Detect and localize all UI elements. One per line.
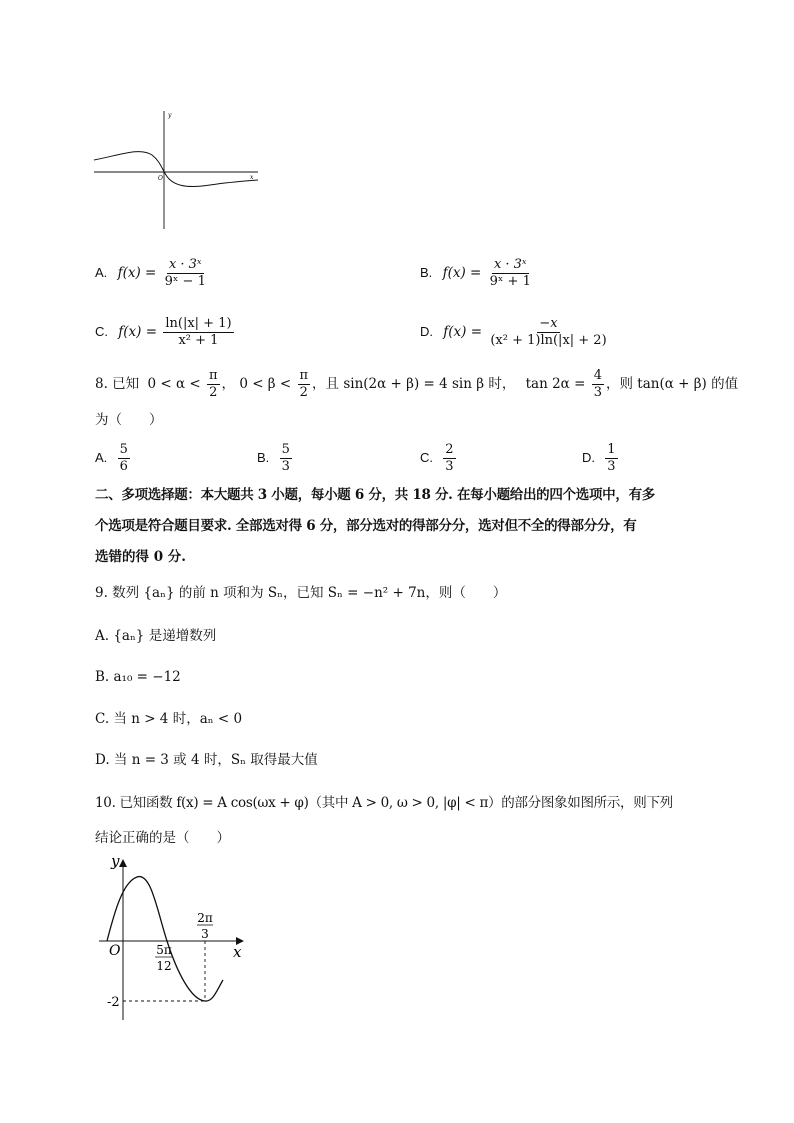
q9-option-c[interactable]: C. 当 n > 4 时，aₙ < 0 <box>95 711 243 727</box>
q10-function-graph <box>95 850 255 1025</box>
q10-tick-2pi-3-den: 3 <box>201 927 209 941</box>
q9-option-d[interactable]: D. 当 n = 3 或 4 时，Sₙ 取得最大值 <box>95 752 318 768</box>
fraction-denominator: 3 <box>607 459 616 474</box>
option-letter: A. <box>95 450 108 465</box>
option-fraction <box>118 442 130 475</box>
fraction-numerator: π <box>208 368 218 383</box>
q7-x-label: x <box>250 174 254 181</box>
fraction-denominator: 3 <box>445 459 454 474</box>
q8-sin-condition: ，且 sin(2α + β) = 4 sin β 时， <box>312 376 516 392</box>
q10-stem-line2: 结论正确的是（ ） <box>95 830 230 846</box>
q8-cond-alpha: 0 < α < <box>147 376 201 392</box>
fraction-denominator: 3 <box>593 385 602 400</box>
fraction-numerator: 1 <box>607 442 616 457</box>
fraction-denominator: (x² + 1)ln(|x| + 2) <box>490 333 607 348</box>
q7-option-b[interactable] <box>420 257 535 290</box>
option-fraction <box>605 442 617 475</box>
fraction-numerator: 5 <box>281 442 290 457</box>
fraction-numerator: 5 <box>119 442 128 457</box>
option-lhs: f(x) = <box>118 324 158 340</box>
q7-option-c[interactable] <box>95 316 236 349</box>
option-letter: B. <box>420 265 433 280</box>
option-letter: D. <box>582 450 595 465</box>
q7-option-d[interactable] <box>420 316 611 349</box>
q10-tick-5pi-12-num: 5π <box>156 943 172 957</box>
q7-origin-label: O <box>158 175 163 182</box>
q8-frac-4-3 <box>592 368 604 401</box>
q8-stem-line2: 为（ ） <box>95 412 163 428</box>
section2-line3: 选错的得 0 分. <box>95 549 186 565</box>
option-lhs: f(x) = <box>442 265 482 281</box>
fraction-numerator: π <box>299 368 309 383</box>
fraction-denominator: 6 <box>119 459 128 474</box>
option-letter: C. <box>420 450 433 465</box>
q10-tick-5pi-12-den: 12 <box>156 959 172 973</box>
section2-line2: 个选项是符合题目要求. 全部选对得 6 分，部分选对的得部分分，选对但不全的得部分分，有 <box>95 518 637 534</box>
fraction-denominator: 9ˣ + 1 <box>489 274 531 289</box>
fraction-numerator: 4 <box>593 368 602 383</box>
fraction-numerator: x · 3ˣ <box>493 257 527 272</box>
q8-number: 8. 已知 <box>95 376 140 392</box>
fraction-denominator: 9ˣ − 1 <box>164 274 206 289</box>
q7-curve <box>94 152 258 187</box>
option-fraction <box>488 257 533 290</box>
option-lhs: f(x) = <box>117 265 157 281</box>
option-letter: D. <box>420 324 433 339</box>
q8-cond-beta: 0 < β < <box>239 376 292 392</box>
q8-option-d[interactable] <box>582 442 620 475</box>
option-letter: A. <box>95 265 108 280</box>
q7-y-label: y <box>168 112 172 119</box>
q8-tan-condition: tan 2α = <box>525 376 586 392</box>
q8-option-b[interactable] <box>257 442 294 475</box>
option-letter: B. <box>257 450 270 465</box>
q10-tick-2pi-3-num: 2π <box>197 911 213 925</box>
q8-option-c[interactable] <box>420 442 458 475</box>
option-fraction <box>488 316 608 349</box>
section2-line1: 二、多项选择题：本大题共 3 小题，每小题 6 分，共 18 分. 在每小题给出的四个选项中，有多 <box>95 487 655 503</box>
q10-min-label: -2 <box>107 995 120 1010</box>
q10-origin-label: O <box>109 943 121 959</box>
q7-function-graph <box>90 105 265 235</box>
q8-comma: ， <box>221 376 236 392</box>
fraction-numerator: x · 3ˣ <box>168 257 202 272</box>
option-lhs: f(x) = <box>443 324 483 340</box>
q7-option-a[interactable] <box>95 257 210 290</box>
q10-stem-line1: 10. 已知函数 f(x) = A cos(ωx + φ)（其中 A > 0, ω > 0, |φ| < π）的部分图象如图所示，则下列 <box>95 795 673 811</box>
fraction-numerator: −x <box>539 316 558 331</box>
q8-ask: ，则 tan(α + β) 的值 <box>605 376 739 392</box>
fraction-denominator: x² + 1 <box>178 333 219 348</box>
q9-option-a[interactable]: A. {aₙ} 是递增数列 <box>95 628 217 644</box>
q8-option-a[interactable] <box>95 442 132 475</box>
option-fraction <box>280 442 292 475</box>
option-fraction <box>443 442 455 475</box>
fraction-denominator: 2 <box>299 385 308 400</box>
q9-stem: 9. 数列 {aₙ} 的前 n 项和为 Sₙ，已知 Sₙ = −n² + 7n，则（ ） <box>95 585 507 601</box>
fraction-denominator: 3 <box>281 459 290 474</box>
option-fraction <box>163 257 208 290</box>
fraction-numerator: 2 <box>445 442 454 457</box>
q8-stem-line1 <box>95 368 738 401</box>
q8-frac-pi-2b <box>298 368 311 401</box>
q9-option-b[interactable]: B. a₁₀ = −12 <box>95 669 181 685</box>
option-fraction <box>163 316 233 349</box>
fraction-denominator: 2 <box>209 385 218 400</box>
q8-frac-pi-2 <box>207 368 220 401</box>
q10-y-label: y <box>111 852 120 870</box>
q10-x-label: x <box>233 943 242 961</box>
fraction-numerator: ln(|x| + 1) <box>165 316 232 331</box>
option-letter: C. <box>95 324 108 339</box>
